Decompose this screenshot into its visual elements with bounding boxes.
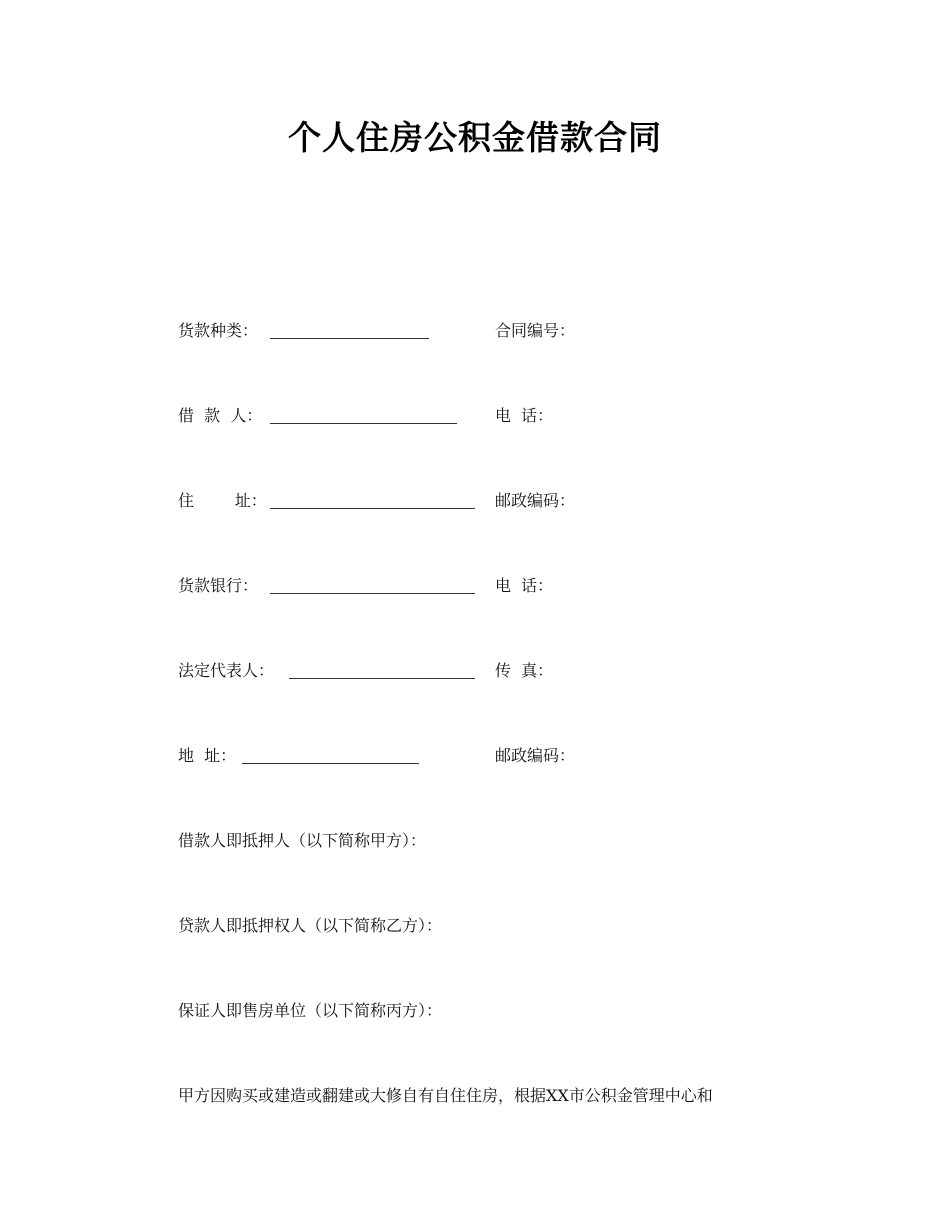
field-label-contract-number: 合同编号： — [495, 321, 576, 340]
field-label-borrower-address: 住 址： — [178, 491, 267, 510]
field-label-bank-address: 地 址： — [178, 746, 237, 765]
party-b-line: 贷款人即抵押权人（以下简称乙方）： — [178, 916, 443, 935]
blank-lending-bank[interactable] — [270, 593, 475, 594]
blank-legal-representative[interactable] — [289, 678, 475, 679]
field-label-loan-type: 货款种类： — [178, 321, 259, 340]
field-label-borrower-postcode: 邮政编码： — [495, 491, 576, 510]
party-a-line: 借款人即抵押人（以下简称甲方）： — [178, 831, 427, 850]
field-label-lending-bank: 货款银行： — [178, 576, 259, 595]
blank-borrower[interactable] — [270, 423, 457, 424]
field-label-borrower: 借 款 人： — [178, 406, 263, 425]
field-label-borrower-phone: 电 话： — [495, 406, 554, 425]
blank-bank-address[interactable] — [242, 763, 419, 764]
field-label-fax: 传 真： — [495, 661, 554, 680]
body-paragraph: 甲方因购买或建造或翻建或大修自有自住住房，根据XX市公积金管理中心和 — [178, 1086, 713, 1105]
document-title: 个人住房公积金借款合同 — [288, 118, 662, 157]
field-label-bank-postcode: 邮政编码： — [495, 746, 576, 765]
field-label-bank-phone: 电 话： — [495, 576, 554, 595]
blank-borrower-address[interactable] — [270, 508, 475, 509]
blank-loan-type[interactable] — [270, 338, 429, 339]
field-label-legal-representative: 法定代表人： — [178, 661, 275, 680]
party-c-line: 保证人即售房单位（以下简称丙方）： — [178, 1001, 443, 1020]
